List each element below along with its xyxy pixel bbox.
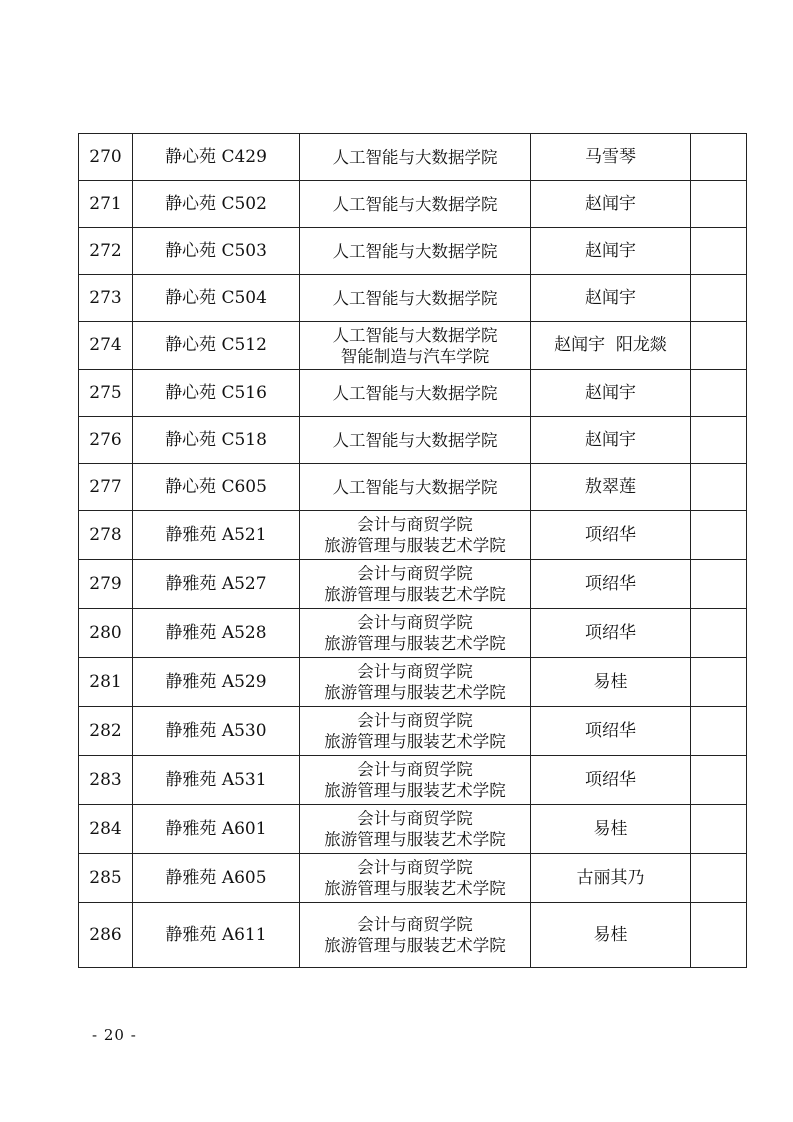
row-number-cell: 286	[79, 903, 133, 968]
college-name: 人工智能与大数据学院	[332, 147, 498, 167]
room-cell: 静雅苑 A605	[133, 854, 300, 903]
college-name: 会计与商贸学院	[357, 613, 473, 632]
room-cell: 静心苑 C504	[133, 275, 300, 322]
table-row	[79, 560, 747, 609]
table-body	[79, 134, 747, 968]
person-cell: 赵闻宇	[531, 417, 691, 464]
note-cell	[691, 854, 747, 903]
table-row	[79, 181, 747, 228]
person-cell: 古丽其乃	[531, 854, 691, 903]
college-name: 旅游管理与服装艺术学院	[324, 536, 506, 555]
note-cell	[691, 464, 747, 511]
room-cell: 静雅苑 A521	[133, 511, 300, 560]
table-row	[79, 134, 747, 181]
person-cell: 赵闻宇 阳龙燚	[531, 322, 691, 370]
row-number-cell: 281	[79, 658, 133, 707]
person-cell: 赵闻宇	[531, 275, 691, 322]
college-cell	[300, 322, 531, 370]
row-number-cell: 271	[79, 181, 133, 228]
note-cell	[691, 275, 747, 322]
row-number-cell: 270	[79, 134, 133, 181]
person-cell: 项绍华	[531, 511, 691, 560]
college-cell	[300, 609, 531, 658]
person-cell: 赵闻宇	[531, 181, 691, 228]
table-row	[79, 228, 747, 275]
person-cell: 赵闻宇	[531, 370, 691, 417]
table-row	[79, 756, 747, 805]
room-cell: 静心苑 C518	[133, 417, 300, 464]
row-number-cell: 282	[79, 707, 133, 756]
college-cell	[300, 275, 531, 322]
college-name: 旅游管理与服装艺术学院	[324, 879, 506, 898]
college-cell	[300, 756, 531, 805]
row-number-cell: 283	[79, 756, 133, 805]
college-name: 旅游管理与服装艺术学院	[324, 732, 506, 751]
note-cell	[691, 181, 747, 228]
college-cell	[300, 658, 531, 707]
room-cell: 静心苑 C512	[133, 322, 300, 370]
note-cell	[691, 805, 747, 854]
college-cell	[300, 707, 531, 756]
note-cell	[691, 511, 747, 560]
row-number-cell: 273	[79, 275, 133, 322]
dormitory-table	[78, 133, 747, 968]
college-name: 会计与商贸学院	[357, 915, 473, 934]
row-number-cell: 275	[79, 370, 133, 417]
row-number-cell: 280	[79, 609, 133, 658]
note-cell	[691, 903, 747, 968]
college-name: 会计与商贸学院	[357, 809, 473, 828]
college-name: 会计与商贸学院	[357, 858, 473, 877]
college-name: 人工智能与大数据学院	[332, 383, 498, 403]
person-cell: 易桂	[531, 805, 691, 854]
row-number-cell: 279	[79, 560, 133, 609]
person-cell: 易桂	[531, 658, 691, 707]
table-row	[79, 854, 747, 903]
college-cell	[300, 417, 531, 464]
room-cell: 静心苑 C605	[133, 464, 300, 511]
room-cell: 静心苑 C516	[133, 370, 300, 417]
row-number-cell: 277	[79, 464, 133, 511]
note-cell	[691, 756, 747, 805]
college-cell	[300, 181, 531, 228]
table-row	[79, 511, 747, 560]
note-cell	[691, 134, 747, 181]
row-number-cell: 274	[79, 322, 133, 370]
college-name: 会计与商贸学院	[357, 515, 473, 534]
college-name: 旅游管理与服装艺术学院	[324, 683, 506, 702]
college-name: 旅游管理与服装艺术学院	[324, 585, 506, 604]
college-cell	[300, 370, 531, 417]
college-name: 会计与商贸学院	[357, 711, 473, 730]
person-cell: 项绍华	[531, 560, 691, 609]
table-row	[79, 805, 747, 854]
room-cell: 静雅苑 A530	[133, 707, 300, 756]
note-cell	[691, 322, 747, 370]
table-row	[79, 464, 747, 511]
college-name: 人工智能与大数据学院	[332, 194, 498, 214]
college-name: 人工智能与大数据学院	[332, 430, 498, 450]
college-cell	[300, 134, 531, 181]
room-cell: 静心苑 C502	[133, 181, 300, 228]
college-name: 会计与商贸学院	[357, 760, 473, 779]
room-cell: 静雅苑 A529	[133, 658, 300, 707]
college-cell	[300, 228, 531, 275]
person-cell: 项绍华	[531, 707, 691, 756]
college-cell	[300, 903, 531, 968]
note-cell	[691, 609, 747, 658]
row-number-cell: 272	[79, 228, 133, 275]
table-row	[79, 707, 747, 756]
room-cell: 静雅苑 A531	[133, 756, 300, 805]
college-name: 旅游管理与服装艺术学院	[324, 634, 506, 653]
row-number-cell: 278	[79, 511, 133, 560]
table-row	[79, 275, 747, 322]
college-name: 会计与商贸学院	[357, 662, 473, 681]
note-cell	[691, 658, 747, 707]
room-cell: 静心苑 C503	[133, 228, 300, 275]
college-name: 人工智能与大数据学院	[332, 241, 498, 261]
note-cell	[691, 560, 747, 609]
page-number: - 20 -	[92, 1026, 137, 1044]
room-cell: 静雅苑 A528	[133, 609, 300, 658]
room-cell: 静雅苑 A611	[133, 903, 300, 968]
college-cell	[300, 854, 531, 903]
note-cell	[691, 370, 747, 417]
college-name: 人工智能与大数据学院	[332, 477, 498, 497]
person-cell: 项绍华	[531, 609, 691, 658]
row-number-cell: 285	[79, 854, 133, 903]
table-row	[79, 322, 747, 370]
person-cell: 马雪琴	[531, 134, 691, 181]
college-cell	[300, 560, 531, 609]
college-cell	[300, 511, 531, 560]
college-name: 旅游管理与服装艺术学院	[324, 830, 506, 849]
room-cell: 静雅苑 A527	[133, 560, 300, 609]
college-cell	[300, 805, 531, 854]
table-row	[79, 609, 747, 658]
note-cell	[691, 417, 747, 464]
college-name: 人工智能与大数据学院	[332, 325, 498, 345]
person-cell: 敖翠莲	[531, 464, 691, 511]
college-name: 旅游管理与服装艺术学院	[324, 781, 506, 800]
row-number-cell: 284	[79, 805, 133, 854]
room-cell: 静雅苑 A601	[133, 805, 300, 854]
college-name: 智能制造与汽车学院	[340, 346, 490, 366]
note-cell	[691, 707, 747, 756]
row-number-cell: 276	[79, 417, 133, 464]
table-row	[79, 417, 747, 464]
person-cell: 易桂	[531, 903, 691, 968]
table-row	[79, 903, 747, 968]
room-cell: 静心苑 C429	[133, 134, 300, 181]
note-cell	[691, 228, 747, 275]
table-row	[79, 370, 747, 417]
college-name: 旅游管理与服装艺术学院	[324, 936, 506, 955]
college-cell	[300, 464, 531, 511]
table-row	[79, 658, 747, 707]
college-name: 人工智能与大数据学院	[332, 288, 498, 308]
person-cell: 赵闻宇	[531, 228, 691, 275]
person-cell: 项绍华	[531, 756, 691, 805]
college-name: 会计与商贸学院	[357, 564, 473, 583]
